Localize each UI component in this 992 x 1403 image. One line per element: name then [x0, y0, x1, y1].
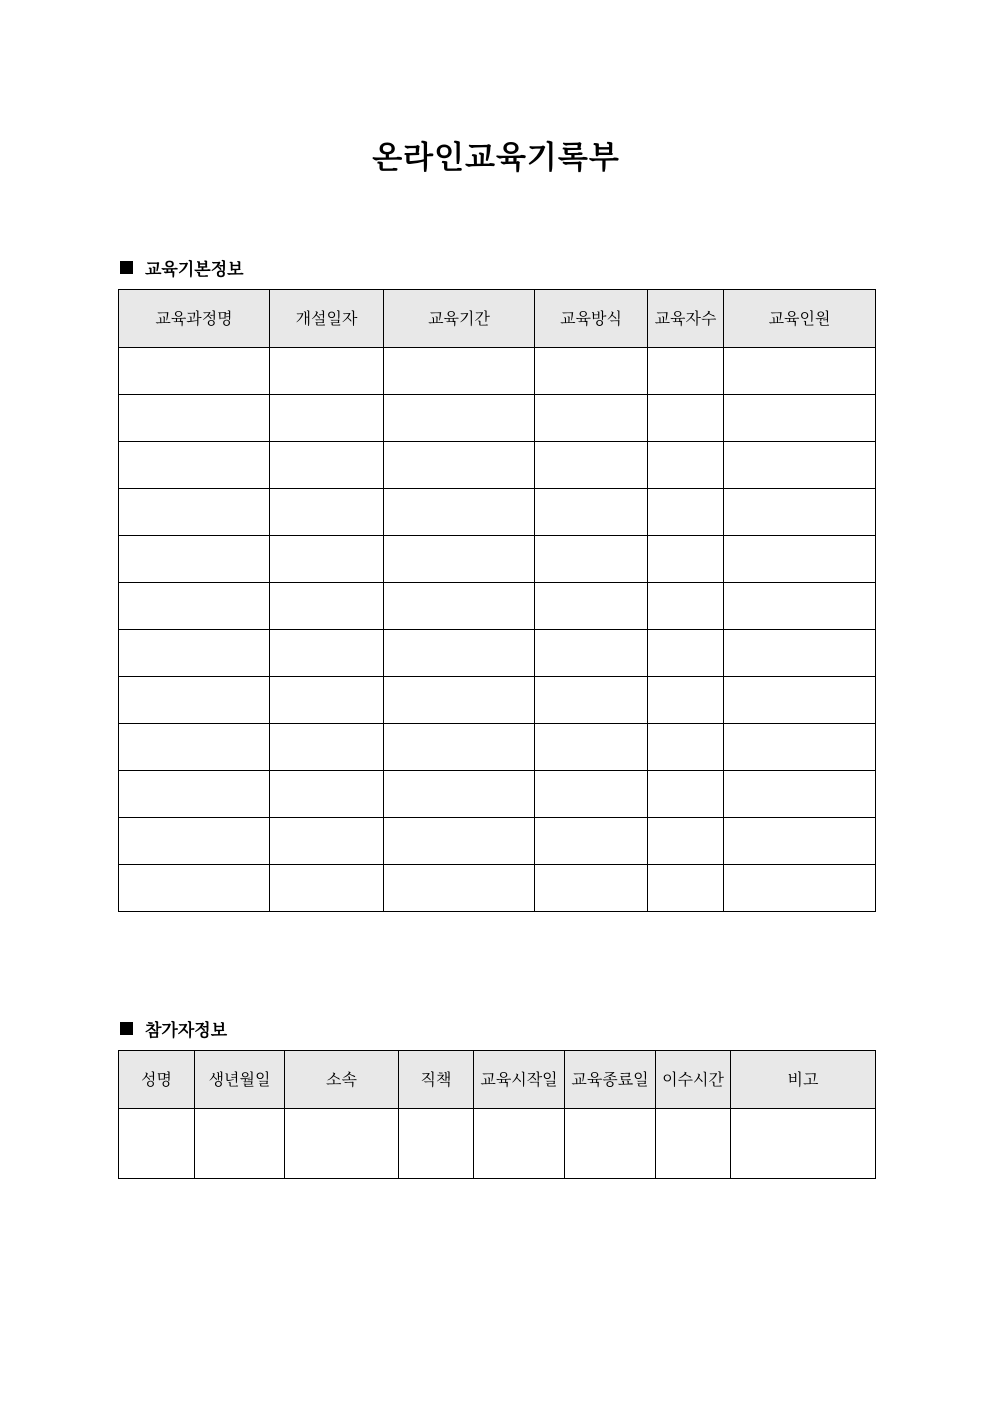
table-cell	[724, 630, 876, 677]
column-header-remarks: 비고	[731, 1051, 876, 1109]
table-row	[119, 677, 876, 724]
table-cell	[648, 348, 724, 395]
table-cell	[119, 583, 270, 630]
table-cell	[535, 536, 648, 583]
table-cell	[270, 630, 384, 677]
table-cell	[648, 724, 724, 771]
table-cell	[270, 818, 384, 865]
table-cell	[270, 771, 384, 818]
table-cell	[648, 442, 724, 489]
table-cell	[724, 771, 876, 818]
table-cell	[270, 348, 384, 395]
black-square-icon	[120, 1022, 133, 1035]
table-cell	[119, 442, 270, 489]
column-header-trainee-count: 교육자수	[648, 290, 724, 348]
table-cell	[535, 395, 648, 442]
column-header-start-date: 교육시작일	[474, 1051, 565, 1109]
table-header-row	[119, 1051, 876, 1109]
table-cell	[384, 677, 535, 724]
column-header-position: 직책	[399, 1051, 474, 1109]
table-cell	[535, 818, 648, 865]
table-cell	[724, 724, 876, 771]
basic-info-table	[118, 289, 876, 912]
column-header-completion-hours: 이수시간	[656, 1051, 731, 1109]
table-cell	[535, 583, 648, 630]
table-cell	[535, 630, 648, 677]
table-cell	[384, 818, 535, 865]
section-heading-label: 참가자정보	[145, 1021, 228, 1041]
table-cell	[384, 771, 535, 818]
black-square-icon	[120, 261, 133, 274]
table-cell	[270, 677, 384, 724]
document-title: 온라인교육기록부	[372, 140, 620, 176]
section-heading-participant-info	[120, 1016, 227, 1041]
table-cell	[384, 865, 535, 912]
table-cell	[648, 536, 724, 583]
table-cell	[724, 865, 876, 912]
table-cell	[474, 1109, 565, 1179]
column-header-course-name: 교육과정명	[119, 290, 270, 348]
table-cell	[119, 1109, 195, 1179]
table-cell	[270, 583, 384, 630]
table-cell	[535, 489, 648, 536]
table-cell	[656, 1109, 731, 1179]
table-cell	[119, 724, 270, 771]
table-row	[119, 395, 876, 442]
table-row	[119, 489, 876, 536]
table-cell	[119, 630, 270, 677]
table-cell	[724, 536, 876, 583]
table-cell	[399, 1109, 474, 1179]
table-row	[119, 1109, 876, 1179]
table-cell	[724, 677, 876, 724]
column-header-name: 성명	[119, 1051, 195, 1109]
table-cell	[724, 818, 876, 865]
table-row	[119, 865, 876, 912]
table-cell	[270, 442, 384, 489]
section-heading-label: 교육기본정보	[145, 260, 244, 280]
table-cell	[384, 489, 535, 536]
table-row	[119, 771, 876, 818]
table-cell	[270, 865, 384, 912]
column-header-period: 교육기간	[384, 290, 535, 348]
table-cell	[731, 1109, 876, 1179]
table-cell	[384, 630, 535, 677]
table-header-row	[119, 290, 876, 348]
column-header-end-date: 교육종료일	[565, 1051, 656, 1109]
table-cell	[648, 677, 724, 724]
table-row	[119, 583, 876, 630]
table-cell	[119, 348, 270, 395]
table-cell	[270, 724, 384, 771]
table-cell	[724, 583, 876, 630]
table-cell	[648, 771, 724, 818]
table-cell	[270, 489, 384, 536]
table-cell	[648, 395, 724, 442]
participant-info-table	[118, 1050, 876, 1179]
table-cell	[648, 818, 724, 865]
table-cell	[119, 395, 270, 442]
table-cell	[724, 348, 876, 395]
table-cell	[270, 395, 384, 442]
table-cell	[384, 395, 535, 442]
table-cell	[535, 677, 648, 724]
table-cell	[119, 536, 270, 583]
table-row	[119, 348, 876, 395]
table-cell	[119, 818, 270, 865]
table-cell	[724, 489, 876, 536]
table-cell	[285, 1109, 399, 1179]
table-cell	[384, 348, 535, 395]
table-cell	[535, 348, 648, 395]
column-header-affiliation: 소속	[285, 1051, 399, 1109]
table-cell	[648, 630, 724, 677]
table-cell	[384, 724, 535, 771]
table-cell	[648, 489, 724, 536]
column-header-open-date: 개설일자	[270, 290, 384, 348]
table-row	[119, 724, 876, 771]
table-cell	[535, 771, 648, 818]
table-row	[119, 630, 876, 677]
table-cell	[270, 536, 384, 583]
table-cell	[119, 771, 270, 818]
table-cell	[384, 442, 535, 489]
table-cell	[535, 442, 648, 489]
table-cell	[384, 583, 535, 630]
table-cell	[724, 395, 876, 442]
table-row	[119, 536, 876, 583]
table-cell	[195, 1109, 285, 1179]
table-cell	[648, 583, 724, 630]
table-cell	[119, 489, 270, 536]
column-header-method: 교육방식	[535, 290, 648, 348]
table-cell	[384, 536, 535, 583]
table-cell	[535, 724, 648, 771]
section-heading-basic-info	[120, 255, 244, 280]
column-header-headcount: 교육인원	[724, 290, 876, 348]
table-row	[119, 818, 876, 865]
table-row	[119, 442, 876, 489]
table-cell	[724, 442, 876, 489]
table-cell	[535, 865, 648, 912]
table-cell	[119, 677, 270, 724]
table-cell	[565, 1109, 656, 1179]
table-cell	[648, 865, 724, 912]
column-header-birthdate: 생년월일	[195, 1051, 285, 1109]
table-cell	[119, 865, 270, 912]
